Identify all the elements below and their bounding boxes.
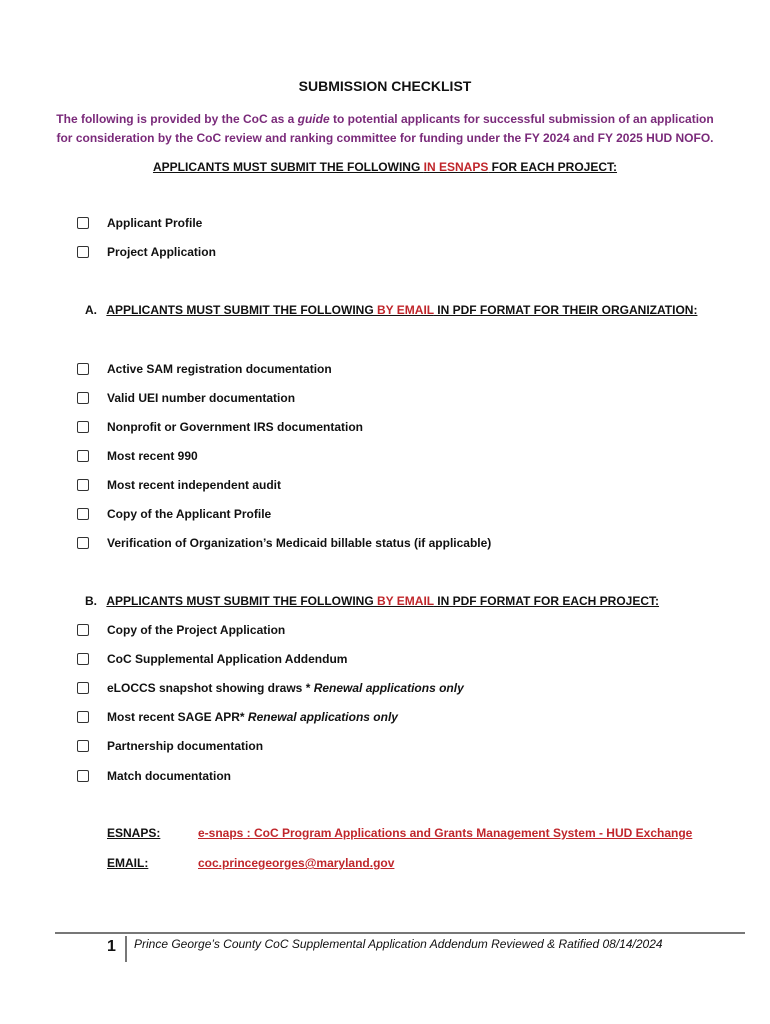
checklist-item-label: Project Application [107,245,216,259]
item-text: CoC Supplemental Application Addendum [107,652,348,666]
item-note: Renewal applications only [247,710,398,724]
section-b-before: APPLICANTS MUST SUBMIT THE FOLLOWING [106,594,377,608]
checklist-item-label: Nonprofit or Government IRS documentation [107,420,364,434]
section-b-highlight: BY EMAIL [377,594,434,608]
checklist-item[interactable] [77,534,491,552]
checkbox[interactable] [77,711,89,723]
checklist-item[interactable] [77,447,198,465]
item-text: Copy of the Project Application [107,623,286,637]
esnaps-heading-before: APPLICANTS MUST SUBMIT THE FOLLOWING [152,160,424,174]
item-text: eLOCCS snapshot showing draws * [107,681,314,695]
checklist-item-label: Verification of Organization’s Medicaid billable status (if applicable) [107,536,492,550]
esnaps-link[interactable]: e-snaps : CoC Program Applications and Grants Management System - HUD Exchange [198,826,693,840]
section-a-before: APPLICANTS MUST SUBMIT THE FOLLOWING [106,303,377,317]
checkbox[interactable] [77,421,89,433]
item-text: Match documentation [107,769,232,783]
checklist-item[interactable] [77,679,464,697]
intro-text-start: The following is provided by the CoC as a [56,112,298,126]
footer-separator [125,936,127,962]
checklist-item[interactable] [77,476,281,494]
page-number: 1 [107,938,116,955]
checklist-item[interactable] [77,389,295,407]
section-b-heading [85,594,659,608]
checklist-item[interactable] [77,243,216,261]
checklist-item[interactable] [77,708,398,726]
checklist-item-label: Most recent independent audit [107,478,282,492]
item-note: Renewal applications only [313,681,464,695]
checkbox[interactable] [77,246,89,258]
checkbox[interactable] [77,450,89,462]
checkbox[interactable] [77,217,89,229]
section-a-after: IN PDF FORMAT FOR THEIR ORGANIZATION: [433,303,698,317]
checklist-item[interactable] [77,621,285,639]
email-link-label: EMAIL: [107,856,149,870]
section-b-heading-text [106,594,659,608]
checklist-item[interactable] [77,650,347,668]
checkbox[interactable] [77,653,89,665]
checklist-item[interactable] [77,360,332,378]
checkbox[interactable] [77,682,89,694]
checkbox[interactable] [77,392,89,404]
checkbox[interactable] [77,479,89,491]
checkbox[interactable] [77,508,89,520]
intro-paragraph [55,110,715,148]
item-text: Most recent SAGE APR* [107,710,248,724]
checklist-item-label [107,710,398,724]
intro-guide-word: guide [297,112,330,126]
checklist-item[interactable] [77,737,263,755]
esnaps-heading [0,160,770,174]
section-b-letter: B. [85,594,97,608]
intro-text-end: to potential applicants for successful submission of an application for consideration by the CoC review and ranking committee for funding under the FY 2024 and FY 2025 HUD NOFO. [56,112,714,145]
esnaps-heading-highlight: IN ESNAPS [423,160,489,174]
checkbox[interactable] [77,363,89,375]
document-title: SUBMISSION CHECKLIST [298,78,472,94]
checklist-item-label [107,681,464,695]
checklist-item-label [107,769,231,783]
checklist-item-label: Applicant Profile [107,216,203,230]
section-b-after: IN PDF FORMAT FOR EACH PROJECT: [433,594,660,608]
checklist-item-label: Most recent 990 [107,449,198,463]
checklist-item-label [107,652,347,666]
item-text: Partnership documentation [107,739,264,753]
footer-text: Prince George’s County CoC Supplemental Application Addendum Reviewed & Ratified 08/14/2024 [134,937,663,951]
section-a-letter: A. [85,303,97,317]
checklist-item-label: Valid UEI number documentation [107,391,296,405]
footer-divider [55,932,745,934]
section-a-highlight: BY EMAIL [377,303,434,317]
checkbox[interactable] [77,770,89,782]
checklist-item-label [107,739,263,753]
checklist-item[interactable] [77,505,271,523]
checklist-item[interactable] [77,214,202,232]
checkbox[interactable] [77,537,89,549]
checklist-item[interactable] [77,767,231,785]
section-a-heading [85,303,697,317]
checkbox[interactable] [77,624,89,636]
checkbox[interactable] [77,740,89,752]
checklist-item-label [107,623,285,637]
esnaps-link-label: ESNAPS: [107,826,161,840]
checklist-item-label: Copy of the Applicant Profile [107,507,272,521]
checklist-item-label: Active SAM registration documentation [107,362,332,376]
section-a-heading-text [106,303,697,317]
checklist-item[interactable] [77,418,363,436]
email-link[interactable]: coc.princegeorges@maryland.gov [198,856,395,870]
esnaps-heading-after: FOR EACH PROJECT: [488,160,618,174]
